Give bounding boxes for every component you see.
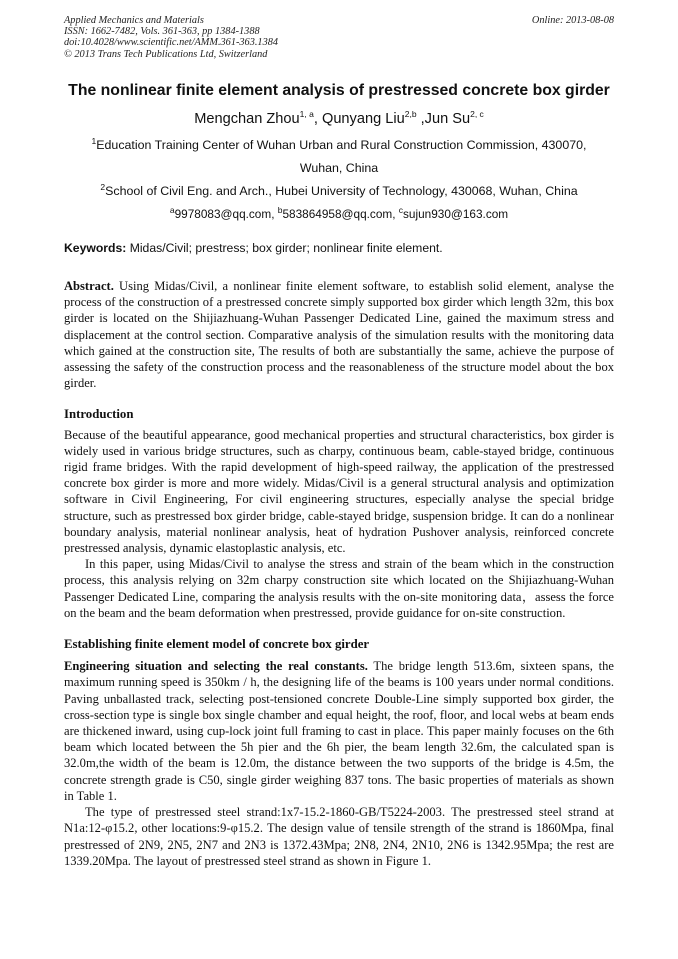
affiliation-line: Wuhan, China	[299, 161, 379, 175]
affiliation-1	[64, 134, 614, 180]
author-affil-mark: 2, c	[470, 109, 484, 120]
abstract-label: Abstract.	[64, 279, 114, 293]
journal-copyright: © 2013 Trans Tech Publications Ltd, Switzerland	[64, 48, 268, 60]
keywords-label: Keywords:	[64, 241, 127, 255]
email-address: sujun930@163.com	[403, 207, 509, 221]
email-address: 9978083@qq.com,	[174, 207, 278, 221]
email-mark: b	[277, 205, 283, 216]
author-separator: ,	[313, 111, 322, 127]
section-heading-fem: Establishing finite element model of concrete box girder	[64, 637, 370, 652]
journal-name: Applied Mechanics and Materials	[64, 15, 204, 26]
affiliation-mark: 2	[100, 181, 106, 192]
paper-page	[64, 15, 614, 869]
author-list	[64, 110, 614, 128]
abstract	[64, 278, 614, 391]
intro-paragraph-1: Because of the beautiful appearance, good mechanical properties and structural characteristics, box girder is widely used in various bridge structures, such as charpy, continuous beam, cable-stayed bridge, continuous rigid frame bridges. With the rapid development of high-speed railway, the application of the prestressed concrete box girder is more and more widely. Midas/Civil is a general structural analysis and optimization software in Civil Engineering, For civil engineering structures, especially analyse the special bridge structure, such as prestressed box girder bridge, cable-stayed bridge, suspension bridge. It can do a nonlinear boundary analysis, material nonlinear analysis, heat of hydration Pushover analysis, reinforced concrete prestressed analysis, dynamic elastoplastic analysis, etc.	[64, 427, 614, 556]
intro-paragraph-2: In this paper, using Midas/Civil to analyse the stress and strain of the beam which in the construction process, this analysis relying on 32m charpy construction site which located on the Shijiazhuang-Wuhan Passenger Dedicated Line, comparing the analysis results with the on-site monitoring data，assess the force on the beam and the beam deformation when prestressed, provide guidance for on-site construction.	[64, 557, 614, 620]
affiliation-2	[64, 180, 614, 203]
author-affil-mark: 2,b	[404, 109, 417, 120]
affiliation-line: School of Civil Eng. and Arch., Hubei University of Technology, 430068, Wuhan, China	[105, 184, 578, 198]
author-name: Mengchan Zhou	[194, 111, 300, 127]
keywords-text: Midas/Civil; prestress; box girder; nonlinear finite element.	[126, 241, 443, 255]
journal-header	[64, 15, 614, 67]
fem-paragraph-2: The type of prestressed steel strand:1x7-15.2-1860-GB/T5224-2003. The prestressed steel strand at N1a:12-φ15.2, other locations:9-φ15.2. The design value of tensile strength of the strand is 1860Mpa, final prestressed of 2N9, 2N5, 2N7 and 2N3 is 1372.43Mpa; 2N8, 2N4, 2N10, 2N6 is 1342.95Mpa; the rest are 1339.20Mpa. The layout of prestressed steel strand as shown in Figure 1.	[64, 805, 614, 868]
section-heading-introduction: Introduction	[64, 407, 134, 422]
author-name: Qunyang Liu	[321, 111, 405, 127]
keywords	[64, 240, 614, 256]
journal-doi: doi:10.4028/www.scientific.net/AMM.361-363.1384	[64, 37, 279, 49]
fem-lead: Engineering situation and selecting the real constants.	[64, 659, 368, 674]
email-address: 583864958@qq.com,	[282, 207, 399, 221]
author-affil-mark: 1, a	[299, 109, 314, 120]
author-name: Jun Su	[424, 111, 471, 127]
email-mark: c	[398, 205, 404, 216]
affiliation-line: Education Training Center of Wuhan Urban and Rural Construction Commission, 430070,	[96, 138, 587, 152]
journal-issn: ISSN: 1662-7482, Vols. 361-363, pp 1384-1388	[64, 26, 260, 38]
email-mark: a	[169, 205, 175, 216]
author-separator: ,	[416, 111, 425, 127]
paper-title: The nonlinear finite element analysis of prestressed concrete box girder	[68, 82, 610, 99]
fem-paragraph-1-text: The bridge length 513.6m, sixteen spans, the maximum running speed is 350km / h, the designing life of the beams is 100 years under normal conditions. Paving unballasted track, selecting post-tensioned concrete Double-Line simply supported box girder, the cross-section type is single box single chamber and equal height, the roof, floor, and local webs at beam ends are thickened inward, using cup-lock joint full framing to cast in place. This paper mainly focuses on the 6th beam which located between the 5h pier and the 6h pier, the beam length 32.6m, the calculated span is 32.0m,the width of the beam is 12.0m, the distance between the two supports of the bridge is 4.5m, the concrete strength grade is C50, single girder weighing 837 tons. The basic properties of materials as shown in Table 1.	[64, 659, 614, 803]
abstract-text: Using Midas/Civil, a nonlinear finite element software, to establish solid element, analyse the process of the construction of a prestressed concrete simply supported box girder which length 32m, this box girder is located on the Shijiazhuang-Wuhan Passenger Dedicated Line, gained the maximum stress and displacement at the control section. Comparative analysis of the simulation results with the monitoring data which gained at the construction site, The results of both are substantially the same, achieve the purpose of assessing the safety of the construction process and the reasonableness of the structure model about the box girder.	[64, 279, 614, 391]
fem-paragraph-1	[64, 658, 614, 804]
online-date: Online: 2013-08-08	[531, 15, 614, 26]
affiliation-mark: 1	[91, 135, 97, 146]
author-emails	[64, 204, 614, 224]
